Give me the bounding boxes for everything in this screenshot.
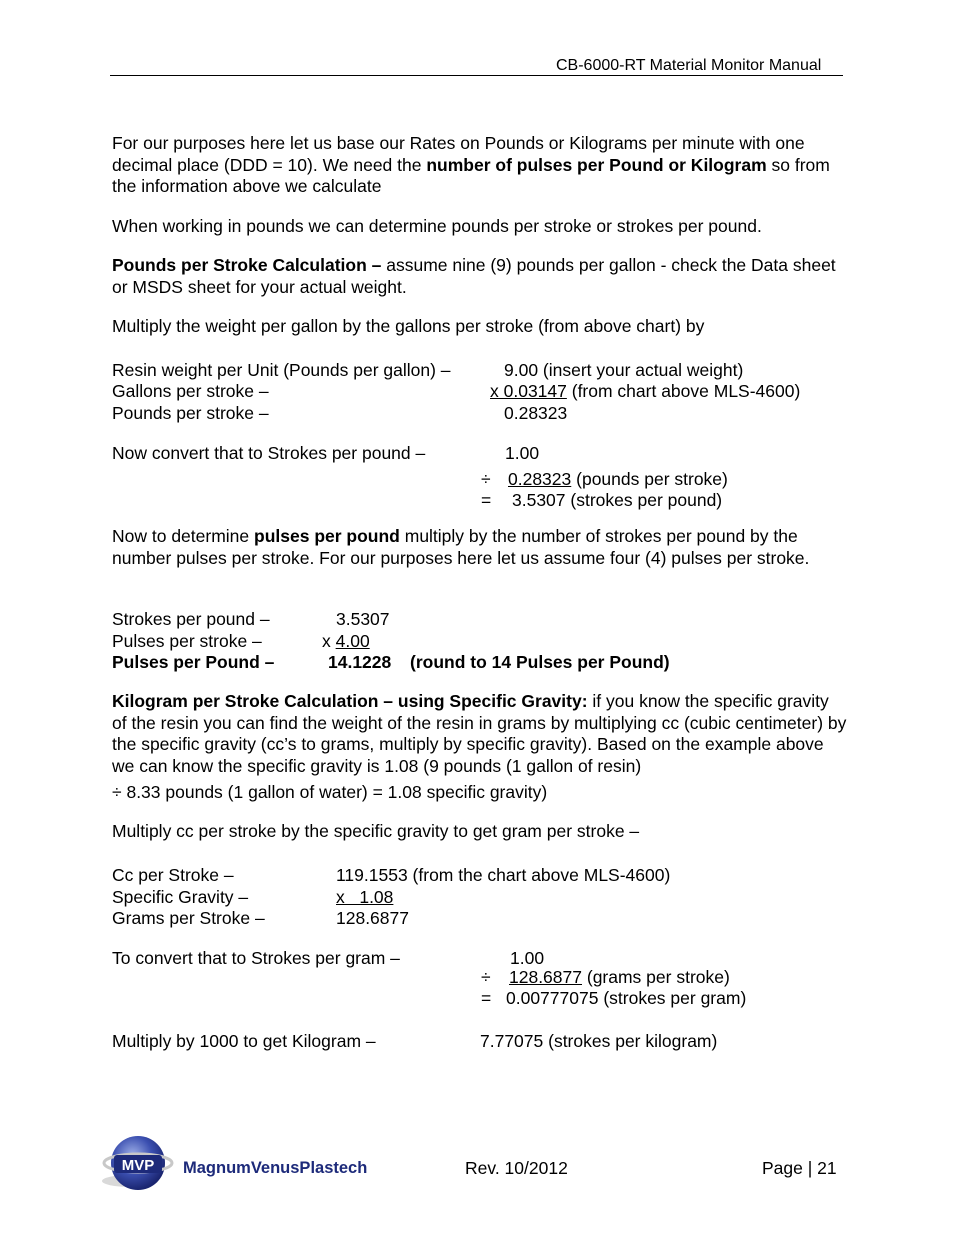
- pulses-text-a: Now to determine: [112, 526, 255, 546]
- pps-row2-value-note: (from chart above MLS-4600): [566, 381, 801, 401]
- spp-result: 3.5307 (strokes per pound): [512, 490, 723, 510]
- spp-value2-note: (pounds per stroke): [571, 469, 728, 489]
- gps-row3-label: Grams per Stroke –: [112, 908, 265, 928]
- ppp-row1-label: Strokes per pound –: [112, 609, 270, 629]
- spg-value2-note: (grams per stroke): [582, 967, 730, 987]
- company-logo: [100, 1135, 390, 1195]
- pps-row1-label: Resin weight per Unit (Pounds per gallon) –: [112, 360, 451, 380]
- logo-wordmark: MagnumVenusPlastech: [183, 1159, 368, 1177]
- gram-per-stroke-paragraph: Multiply cc per stroke by the specific gravity to get gram per stroke –: [112, 821, 640, 841]
- pounds-per-stroke-text: assume nine (9) pounds per gallon - check the Data sheet or MSDS sheet for your actual weight.: [112, 255, 836, 297]
- pulses-text-c: multiply by the number of strokes per pound by the number pulses per stroke. For our purposes here let us assume four (4) pulses per stroke.: [112, 526, 810, 568]
- spp-value2: [508, 469, 728, 490]
- ppp-row1-value: 3.5307: [336, 609, 390, 629]
- footer-revision: Rev. 10/2012: [465, 1158, 568, 1178]
- pps-row2-value-underlined: x 0.03147: [490, 381, 567, 401]
- pps-row3-label: Pounds per stroke –: [112, 403, 269, 423]
- spp-divide-symbol: ÷: [481, 469, 491, 489]
- pulses-text-bold: pulses per pound: [254, 526, 400, 546]
- spg-result: 0.00777075 (strokes per gram): [506, 988, 747, 1008]
- spg-divide-symbol: ÷: [481, 967, 491, 987]
- gps-row2-value: [336, 887, 393, 908]
- spp-value1: 1.00: [505, 443, 540, 463]
- gps-row3-value: 128.6877: [336, 908, 409, 928]
- ppp-row3-label: Pulses per Pound –: [112, 652, 275, 672]
- gps-row2-value-underlined: x 1.08: [336, 887, 394, 907]
- spg-label: To convert that to Strokes per gram –: [112, 948, 400, 968]
- spg-equals-symbol: =: [481, 988, 492, 1008]
- gps-row2-label: Specific Gravity –: [112, 887, 249, 907]
- footer-page-number: Page | 21: [762, 1158, 837, 1178]
- logo-badge-text: MVP: [121, 1157, 155, 1174]
- ppp-row2-value: [322, 631, 370, 652]
- kilogram-text: if you know the specific gravity of the resin you can find the weight of the resin in grams by multiplying cc (cubic centimeter) by the specific gravity (cc’s to grams, multiply by specific gravity). Based on the example above we can know the specific gravity is 1.08 (9 pounds (1 gallon of resin): [112, 691, 847, 776]
- ppp-row3-value: 14.1228: [328, 652, 392, 672]
- spp-label: Now convert that to Strokes per pound –: [112, 443, 426, 463]
- spp-value2-underlined: 0.28323: [508, 469, 572, 489]
- pps-row2-value: [490, 381, 800, 402]
- pounds-per-stroke-paragraph: [112, 255, 847, 298]
- intro-text-bold: number of pulses per Pound or Kilogram: [426, 154, 767, 175]
- ppp-row2-label: Pulses per stroke –: [112, 631, 262, 651]
- multiply-paragraph: Multiply the weight per gallon by the gallons per stroke (from above chart) by: [112, 316, 705, 336]
- spg-value2: [509, 967, 730, 988]
- kg-label: Multiply by 1000 to get Kilogram –: [112, 1031, 376, 1051]
- kg-value: 7.77075 (strokes per kilogram): [480, 1031, 718, 1051]
- spg-value2-underlined: 128.6877: [509, 967, 582, 987]
- pps-row1-value: 9.00 (insert your actual weight): [504, 360, 744, 380]
- pounds-per-stroke-heading: Pounds per Stroke Calculation –: [112, 255, 382, 275]
- kilogram-text-continued: ÷ 8.33 pounds (1 gallon of water) = 1.08 specific gravity): [112, 782, 548, 802]
- ppp-row2-multiply: x: [322, 631, 336, 651]
- spp-equals-symbol: =: [481, 490, 492, 510]
- kilogram-heading: Kilogram per Stroke Calculation – using Specific Gravity:: [112, 691, 588, 711]
- header-rule: [110, 75, 843, 76]
- spg-value1: 1.00: [510, 948, 545, 968]
- intro-text-a: For our purposes here let us base our Rates on Pounds or Kilograms per minute with one decimal place (DDD = 10). We need the: [112, 133, 805, 175]
- gps-row1-label: Cc per Stroke –: [112, 865, 234, 885]
- ppp-row2-value-underlined: 4.00: [335, 631, 370, 651]
- gps-row1-value: 119.1553 (from the chart above MLS-4600): [336, 865, 671, 885]
- pulses-per-pound-paragraph: [112, 526, 847, 569]
- logo-mark: [100, 1135, 390, 1195]
- intro-text-c: so from the information above we calculate: [112, 154, 830, 196]
- intro-paragraph: [112, 133, 847, 198]
- kilogram-paragraph: [112, 691, 847, 777]
- pps-row3-value: 0.28323: [504, 403, 568, 423]
- pps-row2-label: Gallons per stroke –: [112, 381, 269, 401]
- pounds-intro-paragraph: When working in pounds we can determine pounds per stroke or strokes per pound.: [112, 216, 762, 236]
- ppp-row3-note: (round to 14 Pulses per Pound): [410, 652, 670, 672]
- header-title: CB-6000-RT Material Monitor Manual: [556, 57, 822, 74]
